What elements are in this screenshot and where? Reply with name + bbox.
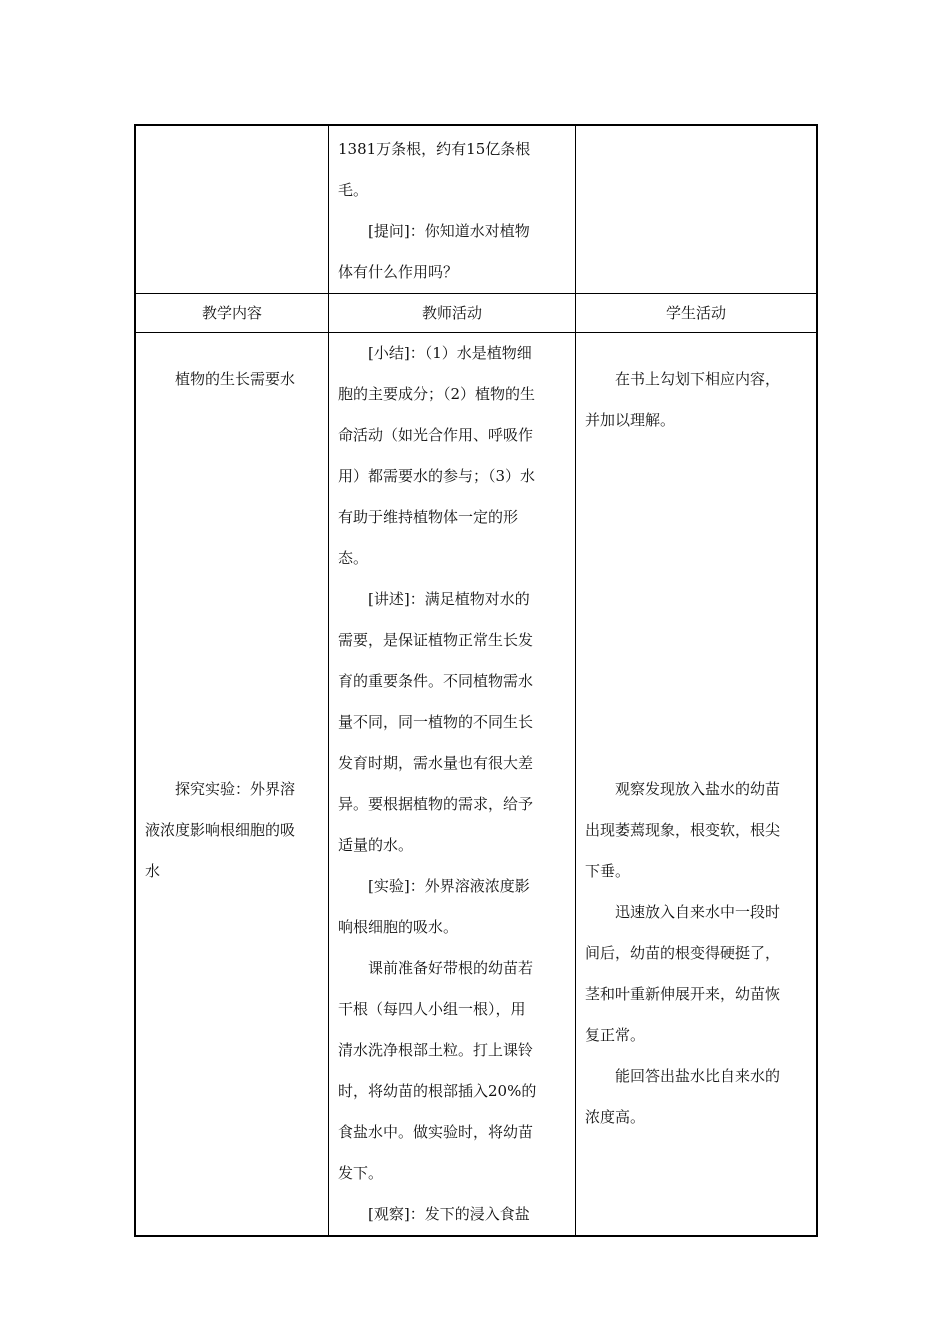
text-line: 异。要根据植物的需求，给予 (338, 795, 534, 813)
text-line: 发下。 (338, 1164, 384, 1182)
text-line: 用）都需要水的参与；（3）水 (338, 467, 536, 485)
table-cell-student (576, 333, 818, 1237)
header-teaching-content: 教学内容 (135, 294, 329, 333)
text-line: 态。 (338, 549, 369, 567)
table-header-row (135, 294, 817, 333)
text-line: 在书上勾划下相应内容， (615, 370, 781, 388)
text-line: 适量的水。 (338, 836, 414, 854)
text-line: 清水洗净根部土粒。打上课铃 (338, 1041, 534, 1059)
text-line: 观察发现放入盐水的幼苗 (615, 780, 781, 798)
text-line: [实验]：外界溶液浓度影 (368, 877, 530, 895)
text-line: 间后，幼苗的根变得硬挺了， (585, 944, 781, 962)
table-cell-empty (576, 125, 818, 294)
text-line: 课前准备好带根的幼苗若 (368, 959, 534, 977)
table-row (135, 333, 817, 1237)
text-line: 量不同，同一植物的不同生长 (338, 713, 534, 731)
table-cell-teacher (329, 333, 576, 1237)
text-line: 水 (145, 862, 161, 880)
text-line: 胞的主要成分；（2）植物的生 (338, 385, 536, 403)
text-line: 迅速放入自来水中一段时 (615, 903, 781, 921)
text-line: 毛。 (338, 181, 369, 199)
header-student-activity: 学生活动 (576, 294, 818, 333)
text-line: 下垂。 (585, 862, 631, 880)
topic-title: 探究实验：外界溶 (175, 780, 296, 798)
text-line: [小结]：（1）水是植物细 (368, 344, 532, 362)
text-line: 食盐水中。做实验时，将幼苗 (338, 1123, 534, 1141)
text-line: 复正常。 (585, 1026, 646, 1044)
table-cell-teacher-continued (329, 125, 576, 294)
table-cell-empty (135, 125, 329, 294)
text-line: 育的重要条件。不同植物需水 (338, 672, 534, 690)
table-cell-content (135, 333, 329, 1237)
text-line: 能回答出盐水比自来水的 (615, 1067, 781, 1085)
text-line: [提问]：你知道水对植物 (368, 222, 530, 240)
header-teacher-activity: 教师活动 (329, 294, 576, 333)
text-line: [讲述]：满足植物对水的 (368, 590, 530, 608)
text-line: 发育时期，需水量也有很大差 (338, 754, 534, 772)
text-line: 1381万条根，约有15亿条根 (338, 140, 531, 158)
text-line: 需要，是保证植物正常生长发 (338, 631, 534, 649)
text-line: 有助于维持植物体一定的形 (338, 508, 519, 526)
text-line: 响根细胞的吸水。 (338, 918, 459, 936)
text-line: 浓度高。 (585, 1108, 646, 1126)
text-line: 体有什么作用吗？ (338, 263, 459, 281)
text-line: [观察]：发下的浸入食盐 (368, 1205, 530, 1223)
text-line: 时，将幼苗的根部插入20%的 (338, 1082, 537, 1100)
text-line: 茎和叶重新伸展开来，幼苗恢 (585, 985, 781, 1003)
text-line: 干根（每四人小组一根），用 (338, 1000, 526, 1018)
lesson-table (134, 124, 818, 1237)
text-line: 出现萎蔫现象，根变软，根尖 (585, 821, 781, 839)
topic-title: 植物的生长需要水 (175, 370, 296, 388)
text-line: 液浓度影响根细胞的吸 (145, 821, 296, 839)
text-line: 命活动（如光合作用、呼吸作 (338, 426, 534, 444)
text-line: 并加以理解。 (585, 411, 676, 429)
table-row (135, 125, 817, 294)
